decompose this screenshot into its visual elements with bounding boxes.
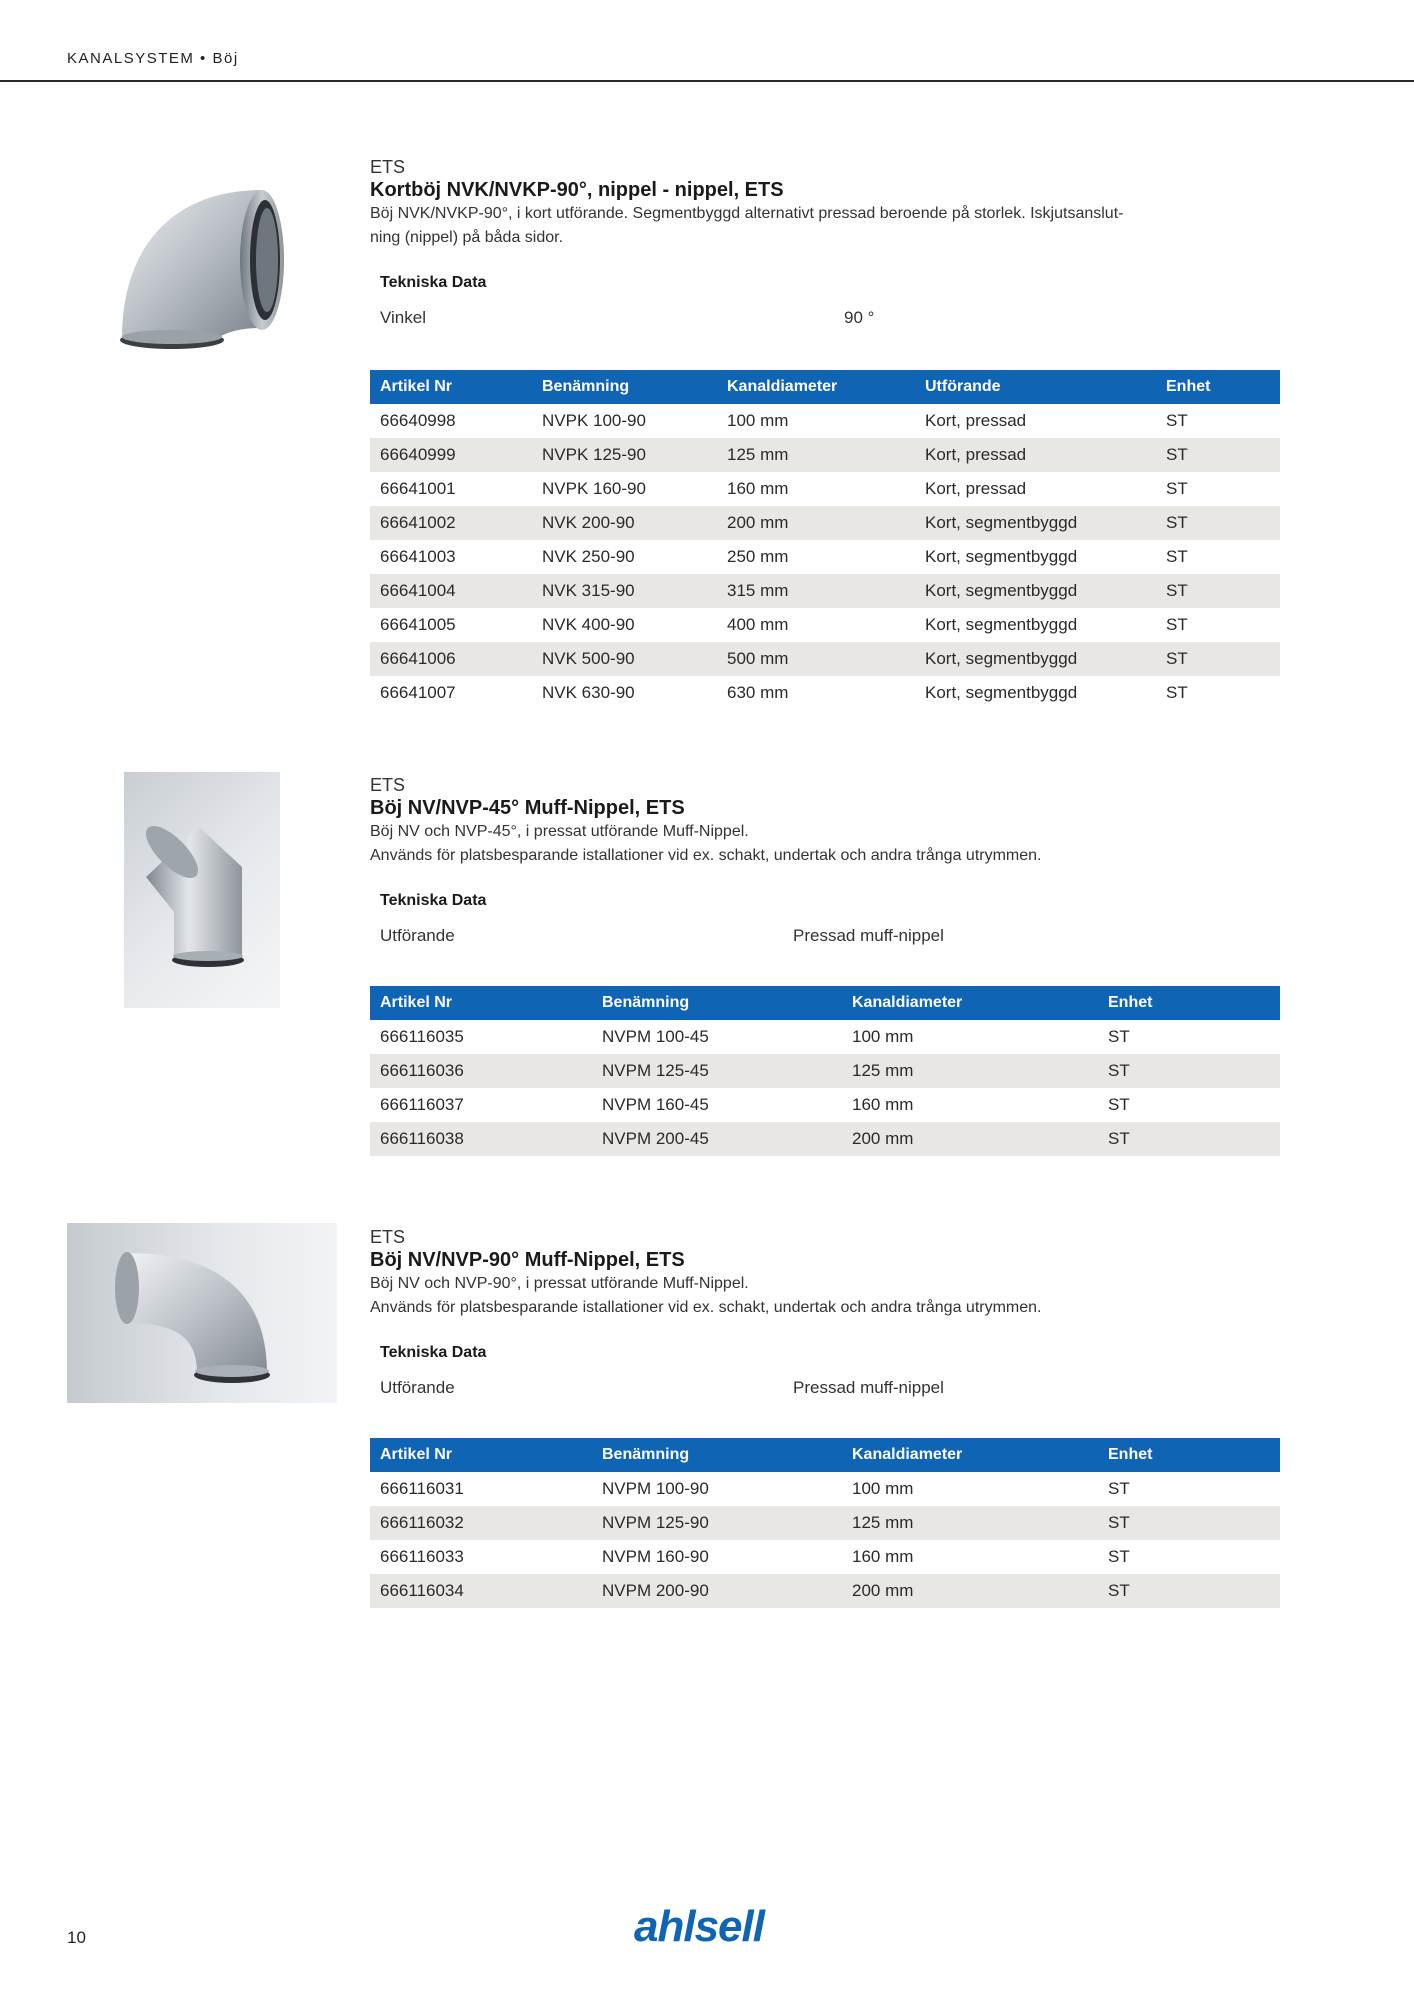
cell-artikel-nr: 66641004 [370,574,532,608]
cell-artikel-nr: 66641001 [380,479,456,498]
breadcrumb [67,50,239,67]
cell-kanaldiameter: 160 mm [852,1547,914,1566]
cell-enhet: ST [1108,1027,1130,1046]
column-header: Benämning [592,1438,842,1472]
table-row [370,438,1280,472]
cell-kanaldiameter: 125 mm [842,1506,1098,1540]
table-row [370,676,1280,710]
breadcrumb-page: Böj [212,50,239,67]
column-header: Enhet [1098,1438,1280,1472]
cell-artikel-nr: 666116034 [370,1574,592,1608]
cell-benamning: NVPK 125-90 [532,438,717,472]
column-header: Utförande [915,370,1156,404]
cell-enhet: ST [1108,1479,1130,1498]
description-line: Böj NVK/NVKP-90°, i kort utförande. Segmentbyggd alternativt pressad beroende på storlek. Iskjutsanslut- [370,205,1124,222]
cell-artikel-nr: 66641003 [380,547,456,566]
table-row [370,1574,1280,1608]
cell-kanaldiameter: 500 mm [717,642,915,676]
table-row [370,608,1280,642]
table-row [370,1088,1280,1122]
column-header: Kanaldiameter [842,1438,1098,1472]
table-row [370,1540,1280,1574]
brand-label: ETS [370,1227,406,1247]
cell-artikel-nr: 666116031 [380,1479,464,1498]
cell-kanaldiameter: 315 mm [717,574,915,608]
table-header-row [370,986,1280,1020]
description-line: Används för platsbesparande istallationer vid ex. schakt, undertak och andra trånga utrymmen. [370,1299,1042,1316]
table-header-row [370,370,1280,404]
cell-utforande: Kort, pressad [925,479,1027,498]
cell-utforande: Kort, pressad [925,411,1027,430]
cell-benamning: NVK 315-90 [532,574,717,608]
cell-benamning: NVPK 100-90 [542,411,646,430]
cell-benamning: NVPM 125-90 [592,1506,842,1540]
column-header: Enhet [1098,986,1280,1020]
cell-benamning: NVK 200-90 [532,506,717,540]
table-row [370,506,1280,540]
table-header-row [370,1438,1280,1472]
cell-benamning: NVK 250-90 [542,547,635,566]
cell-enhet: ST [1098,1506,1280,1540]
tech-data-value: Pressad muff-nippel [793,926,944,945]
cell-kanaldiameter: 100 mm [852,1027,914,1046]
cell-kanaldiameter: 200 mm [717,506,915,540]
product-description [370,202,1280,250]
cell-benamning: NVPK 160-90 [542,479,646,498]
product-info [370,1226,1280,1600]
cell-kanaldiameter: 100 mm [852,1479,914,1498]
cell-benamning: NVPM 200-90 [592,1574,842,1608]
cell-enhet: ST [1166,547,1188,566]
cell-benamning: NVK 500-90 [532,642,717,676]
cell-artikel-nr: 66641005 [380,615,456,634]
cell-benamning: NVK 630-90 [542,683,635,702]
table-row [370,642,1280,676]
description-line: Böj NV och NVP-45°, i pressat utförande Muff-Nippel. [370,823,749,840]
page-header [0,0,1414,82]
table-row [370,472,1280,506]
tech-data-heading: Tekniska Data [380,274,487,291]
cell-enhet: ST [1098,1054,1280,1088]
cell-enhet: ST [1108,1547,1130,1566]
product-image-boj-45 [124,772,280,1008]
cell-artikel-nr: 666116033 [380,1547,464,1566]
cell-benamning: NVPM 200-45 [592,1122,842,1156]
cell-artikel-nr: 66641007 [380,683,456,702]
product-info [370,774,1280,1148]
cell-enhet: ST [1166,683,1188,702]
cell-utforande: Kort, segmentbyggd [925,547,1078,566]
brand-label: ETS [370,157,406,177]
column-header: Artikel Nr [370,370,532,404]
cell-utforande: Kort, segmentbyggd [915,642,1156,676]
column-header: Kanaldiameter [717,370,915,404]
product-description [370,820,1280,868]
cell-kanaldiameter: 200 mm [842,1574,1098,1608]
column-header: Benämning [592,986,842,1020]
cell-enhet: ST [1156,438,1280,472]
cell-enhet: ST [1098,1574,1280,1608]
cell-artikel-nr: 666116032 [370,1506,592,1540]
table-row [370,540,1280,574]
cell-artikel-nr: 66641002 [370,506,532,540]
cell-kanaldiameter: 250 mm [727,547,789,566]
column-header: Artikel Nr [370,986,592,1020]
product-image-kortboj-90 [112,178,302,358]
cell-benamning: NVPM 160-90 [602,1547,709,1566]
article-table [370,370,1280,710]
column-header: Benämning [532,370,717,404]
cell-artikel-nr: 666116035 [380,1027,464,1046]
cell-benamning: NVK 400-90 [542,615,635,634]
article-table [370,986,1280,1156]
column-header: Kanaldiameter [842,986,1098,1020]
table-row [370,574,1280,608]
column-header: Artikel Nr [370,1438,592,1472]
article-table [370,1438,1280,1608]
product-info [370,156,1280,702]
cell-utforande: Kort, segmentbyggd [915,574,1156,608]
cell-enhet: ST [1166,479,1188,498]
cell-kanaldiameter: 630 mm [727,683,789,702]
cell-enhet: ST [1108,1095,1130,1114]
cell-enhet: ST [1098,1122,1280,1156]
cell-enhet: ST [1156,642,1280,676]
cell-artikel-nr: 666116036 [370,1054,592,1088]
cell-enhet: ST [1156,574,1280,608]
table-row [370,404,1280,438]
tech-data-label: Utförande [380,926,455,945]
cell-kanaldiameter: 200 mm [842,1122,1098,1156]
page-number: 10 [67,1928,86,1947]
cell-kanaldiameter: 125 mm [842,1054,1098,1088]
cell-kanaldiameter: 160 mm [852,1095,914,1114]
cell-utforande: Kort, segmentbyggd [925,683,1078,702]
product-description [370,1272,1280,1320]
description-line: ning (nippel) på båda sidor. [370,229,564,246]
cell-enhet: ST [1166,411,1188,430]
cell-utforande: Kort, segmentbyggd [925,615,1078,634]
breadcrumb-separator: • [200,50,207,67]
cell-kanaldiameter: 400 mm [727,615,789,634]
product-image-boj-90 [67,1223,337,1403]
product-title: Kortböj NVK/NVKP-90°, nippel - nippel, ETS [370,179,784,201]
cell-artikel-nr: 66640999 [370,438,532,472]
cell-artikel-nr: 666116038 [370,1122,592,1156]
cell-artikel-nr: 666116037 [380,1095,464,1114]
cell-benamning: NVPM 100-45 [602,1027,709,1046]
cell-utforande: Kort, segmentbyggd [915,506,1156,540]
ahlsell-logo: ahlsell [634,1902,764,1951]
table-row [370,1020,1280,1054]
description-line: Böj NV och NVP-90°, i pressat utförande Muff-Nippel. [370,1275,749,1292]
tech-data-label: Utförande [380,1378,455,1397]
table-row [370,1472,1280,1506]
tech-data-value: Pressad muff-nippel [793,1378,944,1397]
table-row [370,1122,1280,1156]
cell-benamning: NVPM 125-45 [592,1054,842,1088]
product-title: Böj NV/NVP-90° Muff-Nippel, ETS [370,1249,685,1271]
cell-enhet: ST [1156,506,1280,540]
cell-utforande: Kort, pressad [915,438,1156,472]
description-line: Används för platsbesparande istallationer vid ex. schakt, undertak och andra trånga utrymmen. [370,847,1042,864]
cell-kanaldiameter: 125 mm [717,438,915,472]
cell-kanaldiameter: 100 mm [727,411,789,430]
tech-data-value: 90 ° [844,308,875,327]
tech-data-heading: Tekniska Data [380,892,487,909]
tech-data-label: Vinkel [380,308,426,327]
cell-artikel-nr: 66641006 [370,642,532,676]
cell-kanaldiameter: 160 mm [727,479,789,498]
brand-label: ETS [370,775,406,795]
column-header: Enhet [1156,370,1280,404]
breadcrumb-section: KANALSYSTEM [67,50,195,67]
cell-benamning: NVPM 100-90 [602,1479,709,1498]
table-row [370,1506,1280,1540]
cell-benamning: NVPM 160-45 [602,1095,709,1114]
cell-artikel-nr: 66640998 [380,411,456,430]
table-row [370,1054,1280,1088]
product-title: Böj NV/NVP-45° Muff-Nippel, ETS [370,797,685,819]
tech-data-heading: Tekniska Data [380,1344,487,1361]
cell-enhet: ST [1166,615,1188,634]
